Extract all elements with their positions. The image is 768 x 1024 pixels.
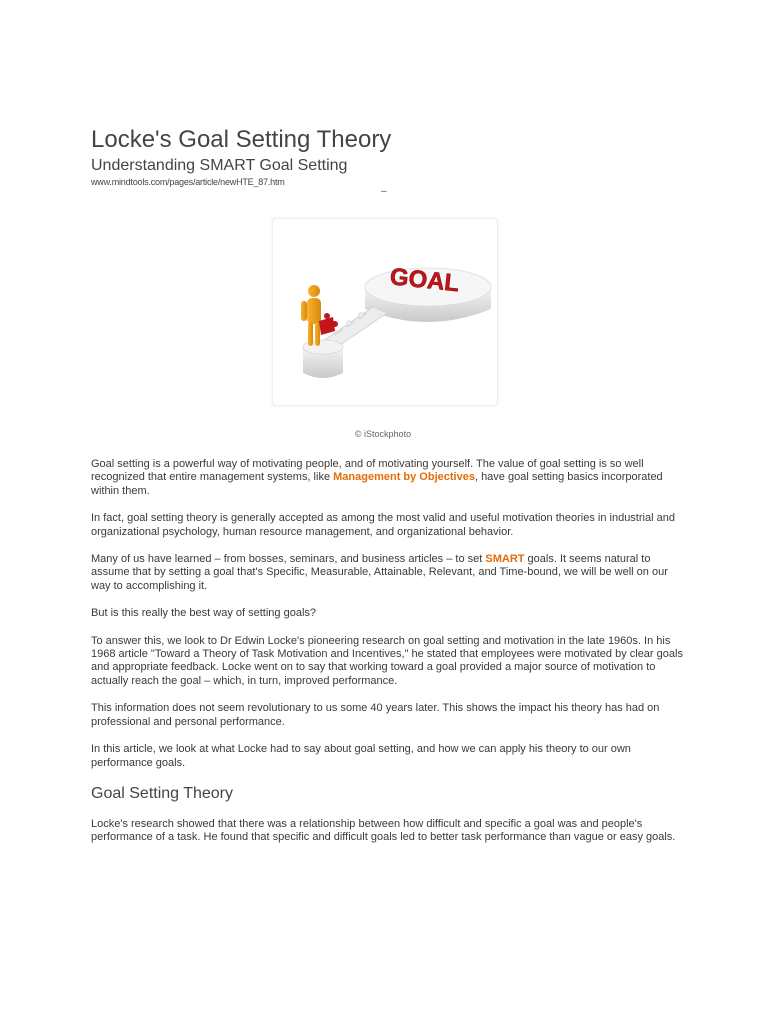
paragraph-6: This information does not seem revolutionary to us some 40 years later. This shows the impact his theory has had on professional and personal performance. (91, 702, 660, 728)
goal-illustration-frame (272, 218, 498, 406)
source-url: www.mindtools.com/pages/article/newHTE_87.htm (91, 177, 285, 187)
section-heading: Goal Setting Theory (91, 784, 234, 802)
paragraph-4: But is this really the best way of setting goals? (91, 607, 317, 620)
goal-word: GOAL (388, 263, 461, 298)
paragraph-2: In fact, goal setting theory is generally accepted as among the most valid and useful motivation theories in industrial and organizational psychology, human resource management, and organizational behavior. (91, 512, 675, 538)
management-by-objectives-link[interactable]: Management by Objectives (333, 471, 475, 484)
smart-link[interactable]: SMART (485, 553, 525, 566)
goal-illustration (277, 223, 493, 393)
article-body (91, 458, 683, 859)
paragraph-7: In this article, we look at what Locke had to say about goal setting, and how we can apply his theory to our own performance goals. (91, 743, 631, 769)
paragraph-5: To answer this, we look to Dr Edwin Locke's pioneering research on goal setting and motivation in the late 1960s. In his 1968 article "Toward a Theory of Task Motivation and Incentives," he stated that employees were motivated by clear goals and appropriate feedback. Locke went on to say that working toward a goal provided a major source of motivation to actually reach the goal – which, in turn, improved performance. (91, 634, 683, 687)
paragraph-8: Locke's research showed that there was a relationship between how difficult and specific a goal was and people's performance of a task. He found that specific and difficult goals led to better task performance than vague or easy goals. (91, 817, 676, 844)
paragraph-3 (91, 553, 683, 593)
image-caption: © iStockphoto (354, 429, 412, 439)
paragraph-3-text-a: Many of us have learned – from bosses, seminars, and business articles – to set (91, 553, 486, 566)
paragraph-1-text-b: , have goal setting basics incorporated within them. (91, 471, 663, 497)
paragraph-1 (91, 458, 683, 498)
paragraph-1-text-a: Goal setting is a powerful way of motivating people, and of motivating yourself. The value of goal setting is so well recognized that entire management systems, like (91, 458, 644, 484)
article-page (91, 126, 683, 844)
paragraph-3-text-b: goals. It seems natural to assume that by setting a goal that's Specific, Measurable, Attainable, Relevant, and Time-bound, we will be well on our way to accomplishing it. (91, 553, 668, 592)
page-title: Locke's Goal Setting Theory (91, 126, 392, 153)
red-puzzle-piece (319, 313, 338, 335)
page-subtitle: Understanding SMART Goal Setting (91, 157, 348, 174)
dash-mark: – (381, 186, 387, 197)
small-pedestal (303, 340, 343, 378)
figure-person (301, 285, 321, 346)
